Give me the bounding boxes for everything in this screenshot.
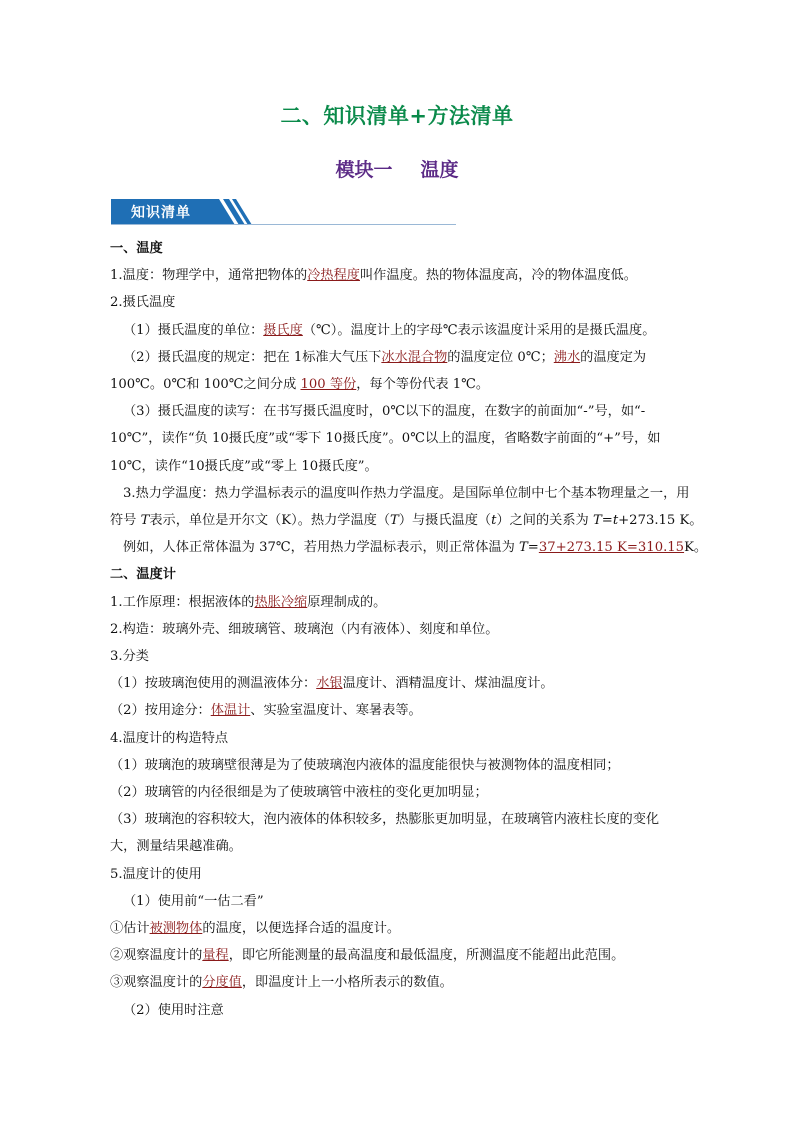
text-span: 5.温度计的使用 (110, 866, 202, 882)
text-span: 1.工作原理：根据液体的 (110, 594, 255, 610)
banner-label: 知识清单 (131, 205, 191, 221)
text-span: （1）按玻璃泡使用的测温液体分： (110, 676, 317, 692)
text-line (110, 507, 703, 534)
text-span: （℃）。温度计上的字母℃表示该温度计采用的是摄氏温度。 (302, 322, 656, 338)
text-span: 、实验室温度计、寒暑表等。 (250, 703, 422, 719)
text-span: 10℃”，读作“负 10摄氏度”或“零下 10摄氏度”。0℃以上的温度，省略数字前面的“+”号，如 (110, 431, 661, 447)
text-span: ）与摄氏温度（ (398, 513, 492, 529)
text-span: 的温度定为 (580, 349, 647, 365)
text-span: 例如，人体正常体温为 37℃，若用热力学温标表示，则正常体温为 (123, 540, 519, 556)
text-line (110, 806, 700, 833)
text-span: （1）使用前“一估二看” (123, 893, 264, 909)
text-span: ，即温度计上一小格所表示的数值。 (241, 975, 453, 991)
text-line (110, 725, 700, 752)
answer-blank: 沸水 (553, 349, 581, 365)
text-line (110, 398, 700, 425)
text-span: T (592, 513, 602, 529)
text-line (110, 534, 708, 561)
text-span: 的温度定位 0℃； (447, 349, 554, 365)
text-span: 3.分类 (110, 649, 149, 665)
module-number: 模块一 (335, 159, 393, 181)
answer-blank: 水银 (316, 676, 343, 692)
answer-blank: 热胀冷缩 (254, 594, 308, 610)
text-line (110, 942, 700, 969)
text-line (110, 697, 700, 724)
text-span: ，每个等份代表 1℃。 (356, 377, 490, 393)
text-span: 表示，单位是开尔文（K）。热力学温度（ (149, 513, 391, 529)
answer-blank: 100 等份 (300, 377, 357, 393)
text-line (110, 561, 700, 588)
text-line (110, 289, 700, 316)
text-span: 二、温度计 (110, 567, 176, 583)
answer-blank: 量程 (202, 948, 229, 964)
answer-blank: 摄氏度 (263, 322, 303, 338)
text-span: = (527, 540, 539, 556)
answer-blank: 冷热程度 (307, 268, 360, 284)
text-line (110, 262, 700, 289)
text-span: T (140, 513, 150, 529)
text-span: （2）使用时注意 (123, 1002, 224, 1018)
text-line (110, 888, 700, 915)
text-span: （2）玻璃管的内径很细是为了使玻璃管中液柱的变化更加明显； (110, 785, 488, 801)
text-line (110, 643, 700, 670)
text-span: ①估计 (110, 921, 150, 937)
text-line (110, 371, 700, 398)
text-span: T (390, 513, 399, 529)
text-span: （3）玻璃泡的容积较大，泡内液体的体积较多，热膨胀更加明显，在玻璃管内液柱长度的变化 (110, 812, 660, 828)
text-line (110, 344, 700, 371)
text-span: = (601, 513, 613, 529)
text-span: ，即它所能测量的最高温度和最低温度，所测温度不能超出此范围。 (228, 948, 625, 964)
section-banner (111, 199, 456, 225)
text-line (110, 589, 700, 616)
text-line (110, 480, 700, 507)
text-span: 1.温度：物理学中，通常把物体的 (110, 268, 308, 284)
answer-blank: 分度值 (202, 975, 242, 991)
answer-blank: 37+273.15 K=310.15 (538, 540, 685, 556)
module-title (0, 155, 794, 182)
text-span: 2.构造：玻璃外壳、细玻璃管、玻璃泡（内有液体）、刻度和单位。 (110, 621, 499, 637)
text-line (110, 453, 700, 480)
text-line (110, 317, 700, 344)
text-span: 10℃，读作“10摄氏度”或“零上 10摄氏度”。 (110, 458, 378, 474)
text-line (110, 235, 700, 262)
text-span: 的温度，以便选择合适的温度计。 (202, 921, 401, 937)
module-topic: 温度 (420, 159, 459, 181)
text-line (110, 670, 700, 697)
text-span: ）之间的关系为 (496, 513, 593, 529)
text-span: t (491, 513, 497, 529)
text-span: 4.温度计的构造特点 (110, 730, 229, 746)
text-line (110, 997, 700, 1024)
text-span: ②观察温度计的 (110, 948, 203, 964)
text-span: 2.摄氏温度 (110, 295, 176, 311)
text-span: T (518, 540, 528, 556)
text-span: t (612, 513, 619, 529)
answer-blank: 体温计 (210, 703, 251, 719)
text-line (110, 752, 700, 779)
text-span: ③观察温度计的 (110, 975, 203, 991)
text-span: +273.15 K。 (618, 513, 703, 529)
text-line (110, 616, 700, 643)
text-span: （1）摄氏温度的单位： (123, 322, 264, 338)
page-title: 二、知识清单+方法清单 (280, 104, 514, 128)
text-span: 叫作温度。热的物体温度高，冷的物体温度低。 (359, 268, 637, 284)
text-span: 大，测量结果越准确。 (110, 839, 242, 855)
text-line (110, 969, 700, 996)
text-span: 原理制成的。 (307, 594, 387, 610)
answer-blank: 冰水混合物 (381, 349, 448, 365)
content-body (110, 235, 708, 1024)
text-line (110, 915, 700, 942)
text-line (110, 779, 700, 806)
text-span: K。 (684, 540, 708, 556)
text-span: （1）玻璃泡的玻璃壁很薄是为了使玻璃泡内液体的温度能很快与被测物体的温度相同； (110, 757, 620, 773)
text-span: 100℃。0℃和 100℃之间分成 (110, 377, 301, 393)
answer-blank: 被测物体 (149, 921, 203, 937)
text-line (110, 861, 700, 888)
text-span: 3.热力学温度：热力学温标表示的温度叫作热力学温度。是国际单位制中七个基本物理量之一，用 (123, 485, 690, 501)
text-span: 温度计、酒精温度计、煤油温度计。 (342, 676, 554, 692)
text-span: （2）按用途分： (110, 703, 211, 719)
text-span: 一、温度 (110, 241, 163, 256)
text-span: （2）摄氏温度的规定：把在 1标准大气压下 (123, 349, 382, 365)
text-line (110, 425, 700, 452)
text-span: 符号 (110, 513, 141, 529)
text-span: （3）摄氏温度的读写：在书写摄氏温度时，0℃以下的温度，在数字的前面加“-”号，如“- (123, 404, 646, 420)
text-line (110, 833, 700, 860)
